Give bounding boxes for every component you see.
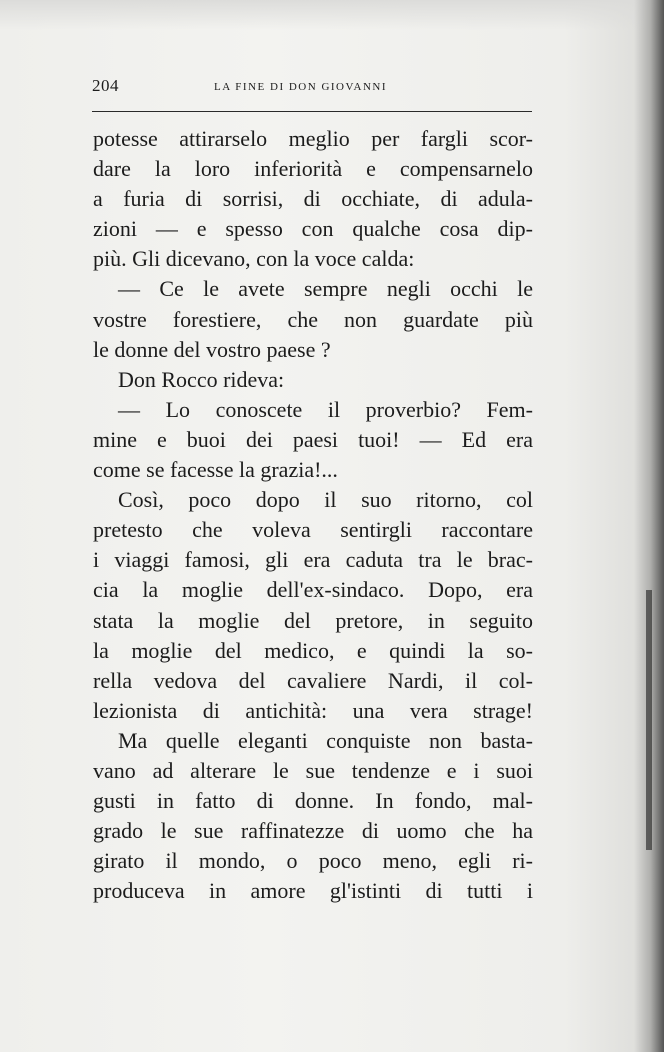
text-line: stata la moglie del pretore, in seguito (93, 607, 533, 633)
text-line: lezionista di antichità: una vera strage! (93, 697, 533, 723)
page-number: 204 (92, 76, 119, 95)
page-binding-edge (634, 0, 664, 1052)
text-line: vostre forestiere, che non guardate più (93, 306, 533, 332)
text-line: girato il mondo, o poco meno, egli ri- (93, 848, 533, 874)
text-line: Ma quelle eleganti conquiste non basta- (118, 727, 533, 753)
body-text (93, 124, 533, 906)
text-line: zioni — e spesso con qualche cosa dip- (93, 216, 533, 242)
text-line: potesse attirarselo meglio per fargli scor- (93, 126, 533, 151)
page-top-shadow (0, 0, 664, 30)
text-line: Così, poco dopo il suo ritorno, col (118, 487, 533, 513)
text-line: più. Gli dicevano, con la voce calda: (93, 246, 415, 272)
text-line: rella vedova del cavaliere Nardi, il col- (93, 667, 533, 693)
text-line: le donne del vostro paese ? (93, 336, 331, 362)
page-header (92, 76, 532, 98)
text-line: cia la moglie dell'ex-sindaco. Dopo, era (93, 577, 533, 603)
text-line: grado le sue raffinatezze di uomo che ha (93, 818, 533, 844)
text-line: produceva in amore gl'istinti di tutti i (93, 878, 533, 904)
text-line: i viaggi famosi, gli era caduta tra le brac- (93, 547, 533, 573)
text-line: vano ad alterare le sue tendenze e i suoi (93, 757, 533, 783)
text-line: mine e buoi dei paesi tuoi! — Ed era (93, 426, 533, 452)
page-edge-mark (646, 590, 652, 850)
text-line: — Ce le avete sempre negli occhi le (118, 276, 533, 302)
text-line: gusti in fatto di donne. In fondo, mal- (93, 788, 533, 814)
header-rule (92, 111, 532, 112)
running-title: LA FINE DI DON GIOVANNI (214, 81, 388, 93)
text-line: pretesto che voleva sentirgli raccontare (93, 517, 533, 543)
text-line: la moglie del medico, e quindi la so- (93, 637, 533, 663)
text-line: a furia di sorrisi, di occhiate, di adula- (93, 186, 533, 212)
text-line: dare la loro inferiorità e compensarnelo (93, 156, 533, 182)
text-line: come se facesse la grazia!... (93, 457, 338, 483)
text-line: — Lo conoscete il proverbio? Fem- (118, 396, 533, 422)
text-line: Don Rocco rideva: (118, 366, 285, 392)
